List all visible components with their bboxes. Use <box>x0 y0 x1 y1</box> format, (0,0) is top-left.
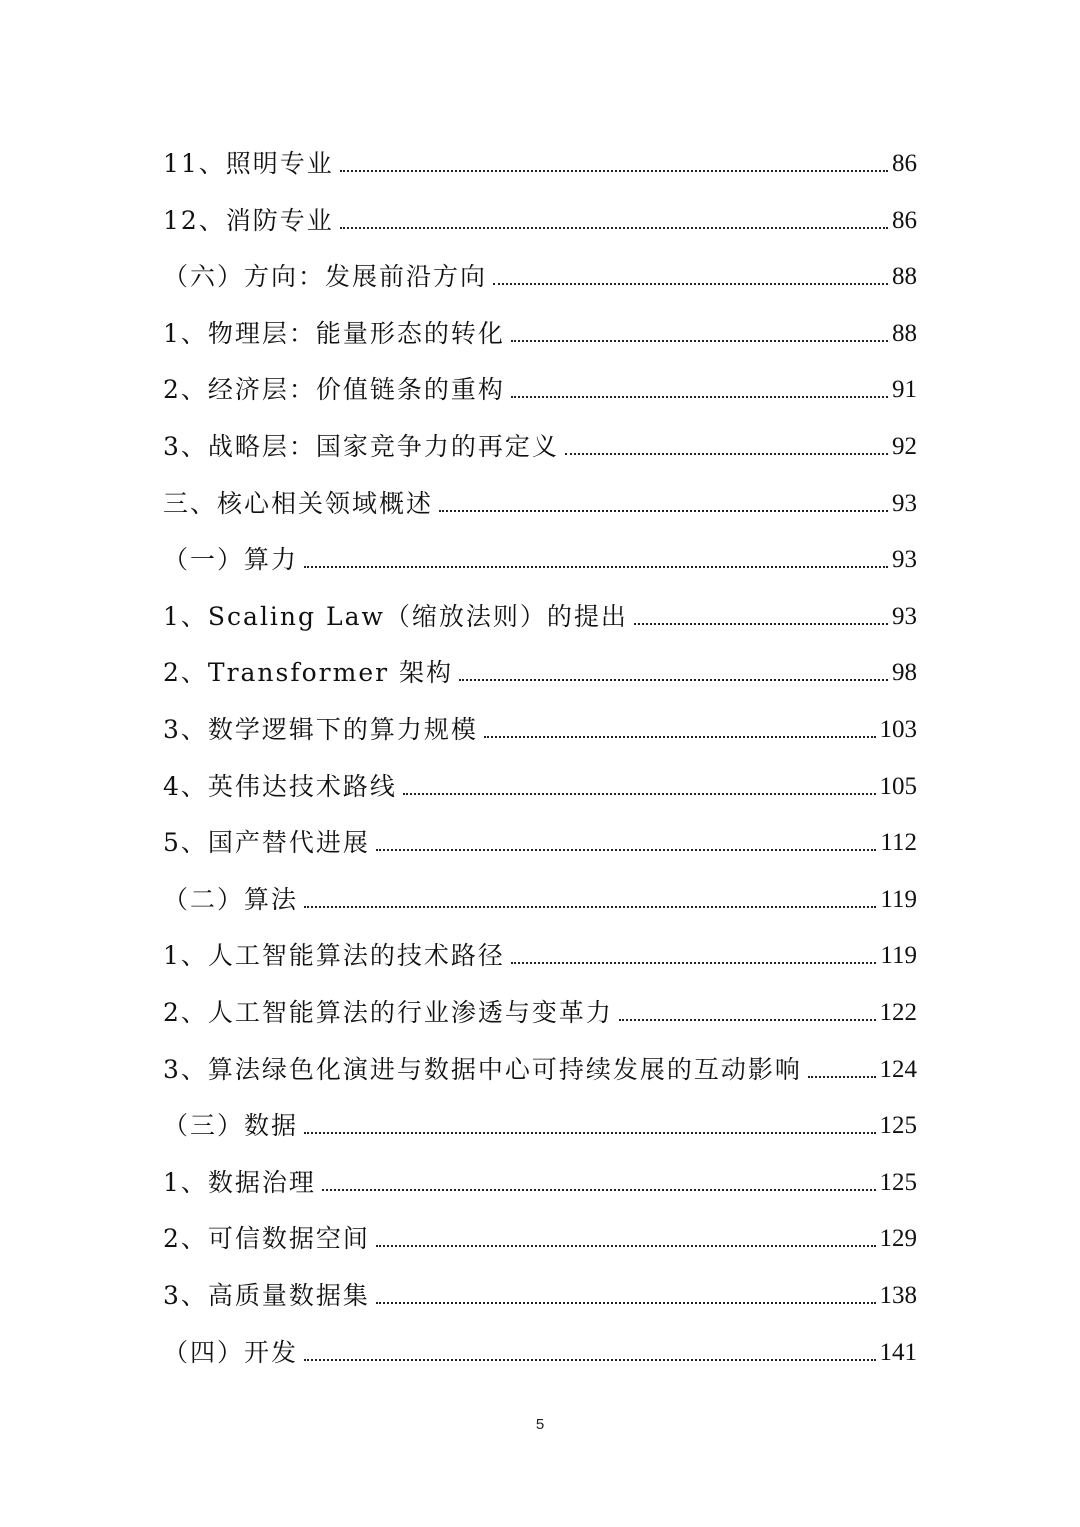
toc-entry-page-number: 125 <box>879 1112 917 1140</box>
toc-entry-title: 2、可信数据空间 <box>163 1224 370 1254</box>
toc-entry-page-number: 141 <box>879 1338 917 1366</box>
toc-entry-page-number: 93 <box>892 489 917 517</box>
toc-entry[interactable] <box>163 424 917 464</box>
toc-entry-page-number: 105 <box>879 772 917 800</box>
dot-leader <box>459 679 888 681</box>
toc-entry-title: 1、人工智能算法的技术路径 <box>163 941 505 971</box>
toc-entry-title: 3、高质量数据集 <box>163 1281 370 1310</box>
toc-entry-page-number: 88 <box>892 263 917 291</box>
toc-entry[interactable] <box>163 1273 917 1313</box>
dot-leader <box>619 1019 876 1021</box>
dot-leader <box>304 1132 875 1134</box>
toc-entry-title: （一）算力 <box>163 545 299 575</box>
dot-leader <box>340 170 888 172</box>
dot-leader <box>322 1189 876 1191</box>
dot-leader <box>511 396 888 398</box>
dot-leader <box>340 227 888 229</box>
toc-entry-page-number: 93 <box>892 546 917 574</box>
toc-entry[interactable] <box>163 820 917 860</box>
toc-entry[interactable] <box>163 650 917 690</box>
toc-entry-page-number: 86 <box>892 206 917 234</box>
dot-leader <box>484 736 876 738</box>
toc-entry[interactable] <box>163 877 917 917</box>
toc-entry-page-number: 138 <box>879 1282 917 1309</box>
toc-entry-title: （三）数据 <box>163 1111 299 1141</box>
toc-entry-page-number: 92 <box>892 433 917 460</box>
toc-entry[interactable] <box>163 1160 917 1200</box>
toc-entry-title: 2、人工智能算法的行业渗透与变革力 <box>163 998 613 1027</box>
toc-entry[interactable] <box>163 141 917 181</box>
toc-entry-title: 5、国产替代进展 <box>163 828 370 858</box>
toc-entry[interactable] <box>163 367 917 407</box>
toc-entry-page-number: 86 <box>892 150 917 177</box>
toc-entry[interactable] <box>163 254 917 294</box>
toc-entry-page-number: 88 <box>892 319 917 347</box>
toc-entry-page-number: 103 <box>879 716 917 743</box>
dot-leader <box>403 793 876 795</box>
toc-entry[interactable] <box>163 1047 917 1087</box>
toc-entry[interactable] <box>163 764 917 804</box>
toc-entry-title: 12、消防专业 <box>163 205 334 235</box>
toc-entry-title: 2、Transformer 架构 <box>163 658 454 688</box>
dot-leader <box>634 623 888 625</box>
toc-entry-title: 11、照明专业 <box>163 149 334 178</box>
toc-entry[interactable] <box>163 1330 917 1370</box>
toc-entry-title: 3、战略层：国家竞争力的再定义 <box>163 432 559 461</box>
toc-entry[interactable] <box>163 537 917 577</box>
toc-entry-title: 三、核心相关领域概述 <box>163 488 434 518</box>
toc-entry[interactable] <box>163 990 917 1030</box>
dot-leader <box>304 1359 875 1361</box>
toc-entry-page-number: 125 <box>879 1168 917 1196</box>
toc-entry-page-number: 124 <box>879 1055 917 1083</box>
dot-leader <box>376 1302 876 1304</box>
toc-entry-page-number: 112 <box>880 829 917 857</box>
dot-leader <box>808 1076 876 1078</box>
toc-entry[interactable] <box>163 198 917 238</box>
toc-entry-title: 1、物理层：能量形态的转化 <box>163 318 505 348</box>
toc-entry-title: 3、算法绿色化演进与数据中心可持续发展的互动影响 <box>163 1054 802 1084</box>
dot-leader <box>304 906 876 908</box>
toc-entry[interactable] <box>163 1103 917 1143</box>
toc-entry-title: （二）算法 <box>163 884 299 914</box>
dot-leader <box>493 283 888 285</box>
dot-leader <box>511 962 877 964</box>
toc-entry-title: 4、英伟达技术路线 <box>163 771 397 801</box>
toc-entry-title: 1、Scaling Law（缩放法则）的提出 <box>163 601 628 631</box>
toc-entry[interactable] <box>163 933 917 973</box>
dot-leader <box>376 849 877 851</box>
toc-entry[interactable] <box>163 1216 917 1256</box>
toc-entry-title: （六）方向：发展前沿方向 <box>163 262 488 292</box>
toc-entry-title: 1、数据治理 <box>163 1167 316 1197</box>
toc-entry-page-number: 98 <box>892 659 917 687</box>
toc-entry-page-number: 129 <box>879 1225 917 1253</box>
page-number: 5 <box>535 1416 545 1433</box>
toc-entry-page-number: 93 <box>892 602 917 630</box>
dot-leader <box>376 1245 876 1247</box>
toc-entry-page-number: 119 <box>880 942 917 970</box>
toc-entry[interactable] <box>163 707 917 747</box>
dot-leader <box>511 340 888 342</box>
toc-entry[interactable] <box>163 594 917 634</box>
toc-entry-title: 2、经济层：价值链条的重构 <box>163 375 505 405</box>
dot-leader <box>304 566 888 568</box>
toc-entry-title: （四）开发 <box>163 1337 299 1367</box>
toc-entry-page-number: 91 <box>892 376 917 404</box>
toc-entry-page-number: 122 <box>879 999 917 1026</box>
dot-leader <box>565 453 888 455</box>
toc-entry[interactable] <box>163 481 917 521</box>
toc-entry[interactable] <box>163 311 917 351</box>
dot-leader <box>439 510 888 512</box>
toc-entry-page-number: 119 <box>880 885 917 913</box>
toc-entry-title: 3、数学逻辑下的算力规模 <box>163 715 478 744</box>
